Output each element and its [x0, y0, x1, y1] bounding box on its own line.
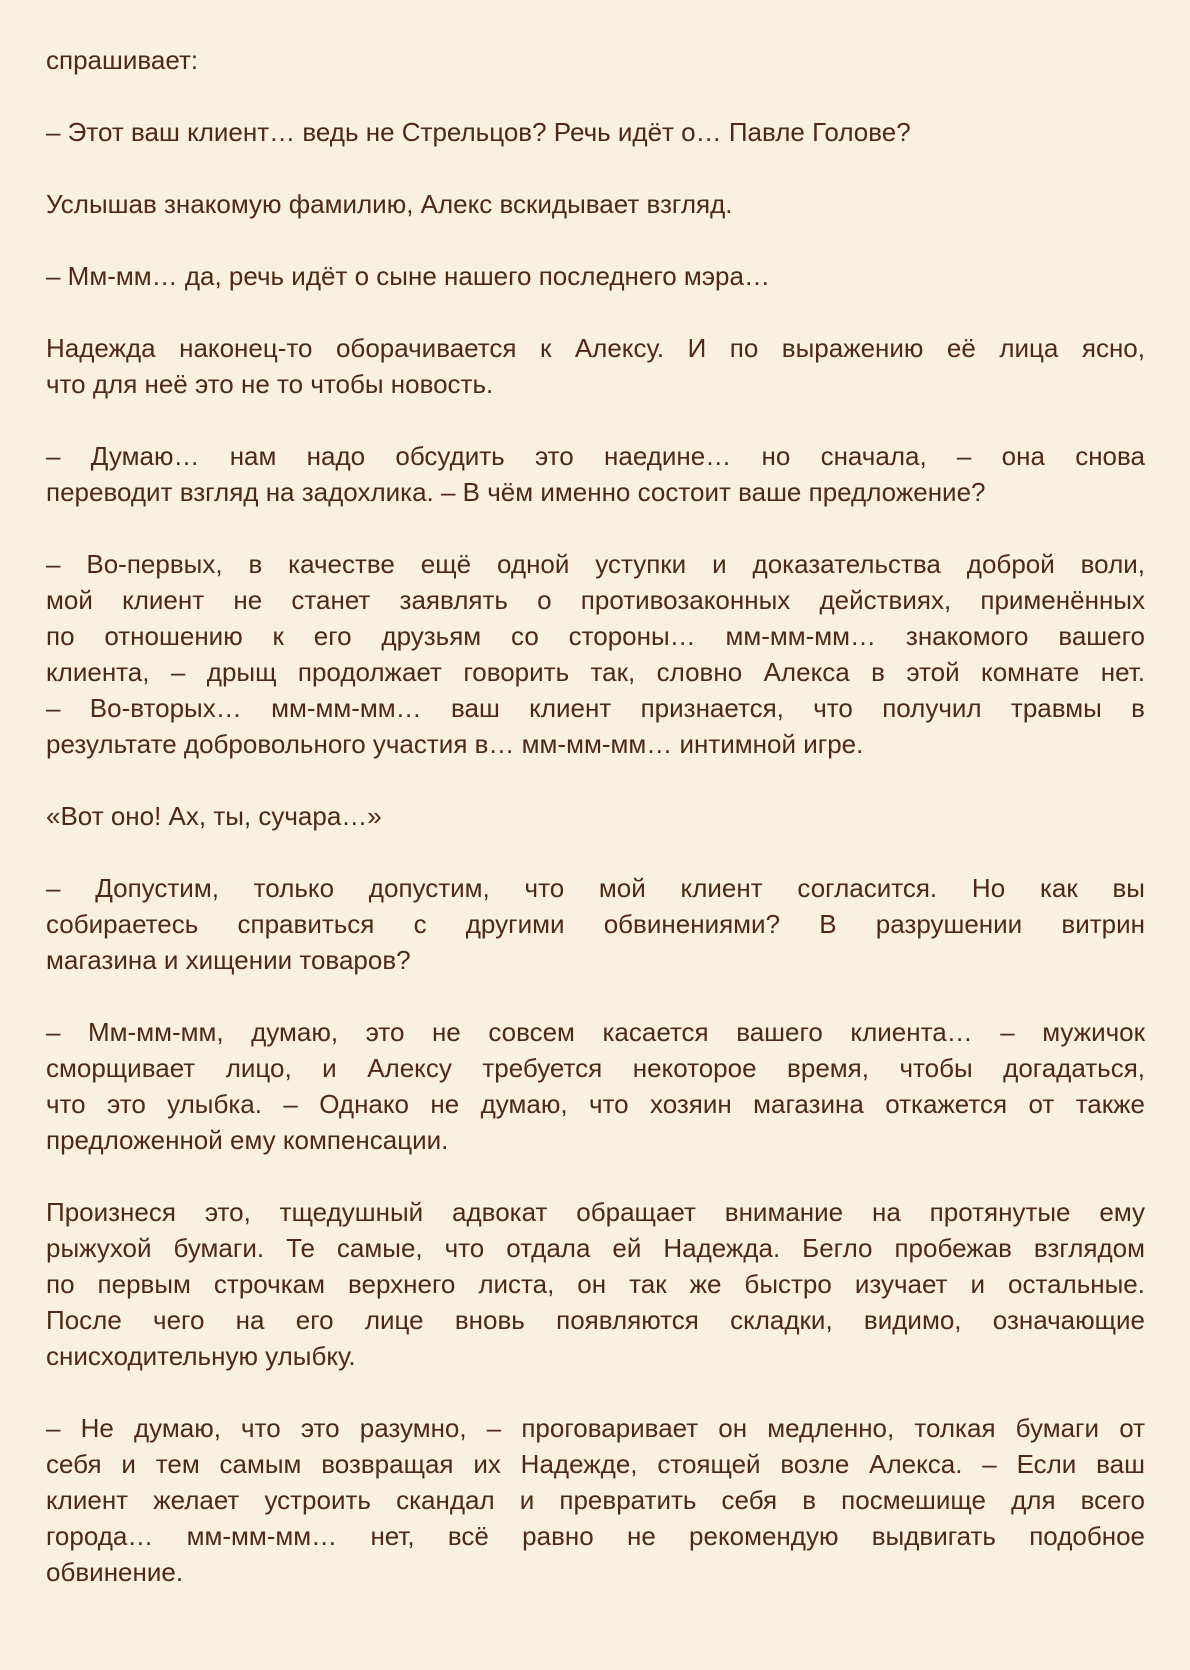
- paragraph: [46, 42, 1145, 78]
- text-line: клиент желает устроить скандал и превратить себя в посмешище для всего: [46, 1485, 1145, 1515]
- paragraph: [46, 258, 1145, 294]
- text-line: – Допустим, только допустим, что мой клиент согласится. Но как вы: [46, 873, 1145, 903]
- text-line: Услышав знакомую фамилию, Алекс вскидывает взгляд.: [46, 189, 733, 219]
- text-line: сморщивает лицо, и Алексу требуется некоторое время, чтобы догадаться,: [46, 1053, 1145, 1083]
- text-line: После чего на его лице вновь появляются складки, видимо, означающие: [46, 1305, 1145, 1335]
- text-line: предложенной ему компенсации.: [46, 1125, 449, 1155]
- paragraph: [46, 330, 1145, 402]
- text-line: что для неё это не то чтобы новость.: [46, 369, 494, 399]
- text-line: – Мм-мм-мм, думаю, это не совсем касается вашего клиента… – мужичок: [46, 1017, 1145, 1047]
- text-line: Надежда наконец-то оборачивается к Алексу. И по выражению её лица ясно,: [46, 333, 1145, 363]
- text-line: города… мм-мм-мм… нет, всё равно не рекомендую выдвигать подобное: [46, 1521, 1145, 1551]
- paragraph: [46, 546, 1145, 762]
- text-line: результате добровольного участия в… мм-мм-мм… интимной игре.: [46, 729, 864, 759]
- text-line: собираетесь справиться с другими обвинениями? В разрушении витрин: [46, 909, 1145, 939]
- text-line: переводит взгляд на задохлика. – В чём именно состоит ваше предложение?: [46, 477, 986, 507]
- paragraph: [46, 438, 1145, 510]
- paragraph: [46, 186, 1145, 222]
- text-line: что это улыбка. – Однако не думаю, что хозяин магазина откажется от также: [46, 1089, 1145, 1119]
- text-line: по первым строчкам верхнего листа, он так же быстро изучает и остальные.: [46, 1269, 1145, 1299]
- text-line: спрашивает:: [46, 45, 199, 75]
- paragraph: [46, 1014, 1145, 1158]
- paragraph: [46, 1410, 1145, 1590]
- text-line: обвинение.: [46, 1557, 184, 1587]
- text-line: Произнеся это, тщедушный адвокат обращает внимание на протянутые ему: [46, 1197, 1145, 1227]
- text-line: по отношению к его друзьям со стороны… мм-мм-мм… знакомого вашего: [46, 621, 1145, 651]
- text-line: – Во-вторых… мм-мм-мм… ваш клиент признается, что получил травмы в: [46, 693, 1145, 723]
- paragraph: [46, 1194, 1145, 1374]
- paragraph: [46, 870, 1145, 978]
- text-line: мой клиент не станет заявлять о противозаконных действиях, применённых: [46, 585, 1145, 615]
- text-line: «Вот оно! Ах, ты, сучара…»: [46, 801, 382, 831]
- text-line: себя и тем самым возвращая их Надежде, стоящей возле Алекса. – Если ваш: [46, 1449, 1145, 1479]
- text-line: – Мм-мм… да, речь идёт о сыне нашего последнего мэра…: [46, 261, 770, 291]
- text-line: – Думаю… нам надо обсудить это наедине… но сначала, – она снова: [46, 441, 1145, 471]
- text-line: клиента, – дрыщ продолжает говорить так, словно Алекса в этой комнате нет.: [46, 657, 1145, 687]
- text-line: магазина и хищении товаров?: [46, 945, 411, 975]
- text-line: – Во-первых, в качестве ещё одной уступки и доказательства доброй воли,: [46, 549, 1145, 579]
- text-line: рыжухой бумаги. Те самые, что отдала ей Надежда. Бегло пробежав взглядом: [46, 1233, 1145, 1263]
- paragraph: [46, 114, 1145, 150]
- paragraph: [46, 798, 1145, 834]
- text-line: снисходительную улыбку.: [46, 1341, 356, 1371]
- text-line: – Этот ваш клиент… ведь не Стрельцов? Речь идёт о… Павле Голове?: [46, 117, 911, 147]
- text-line: – Не думаю, что это разумно, – проговаривает он медленно, толкая бумаги от: [46, 1413, 1145, 1443]
